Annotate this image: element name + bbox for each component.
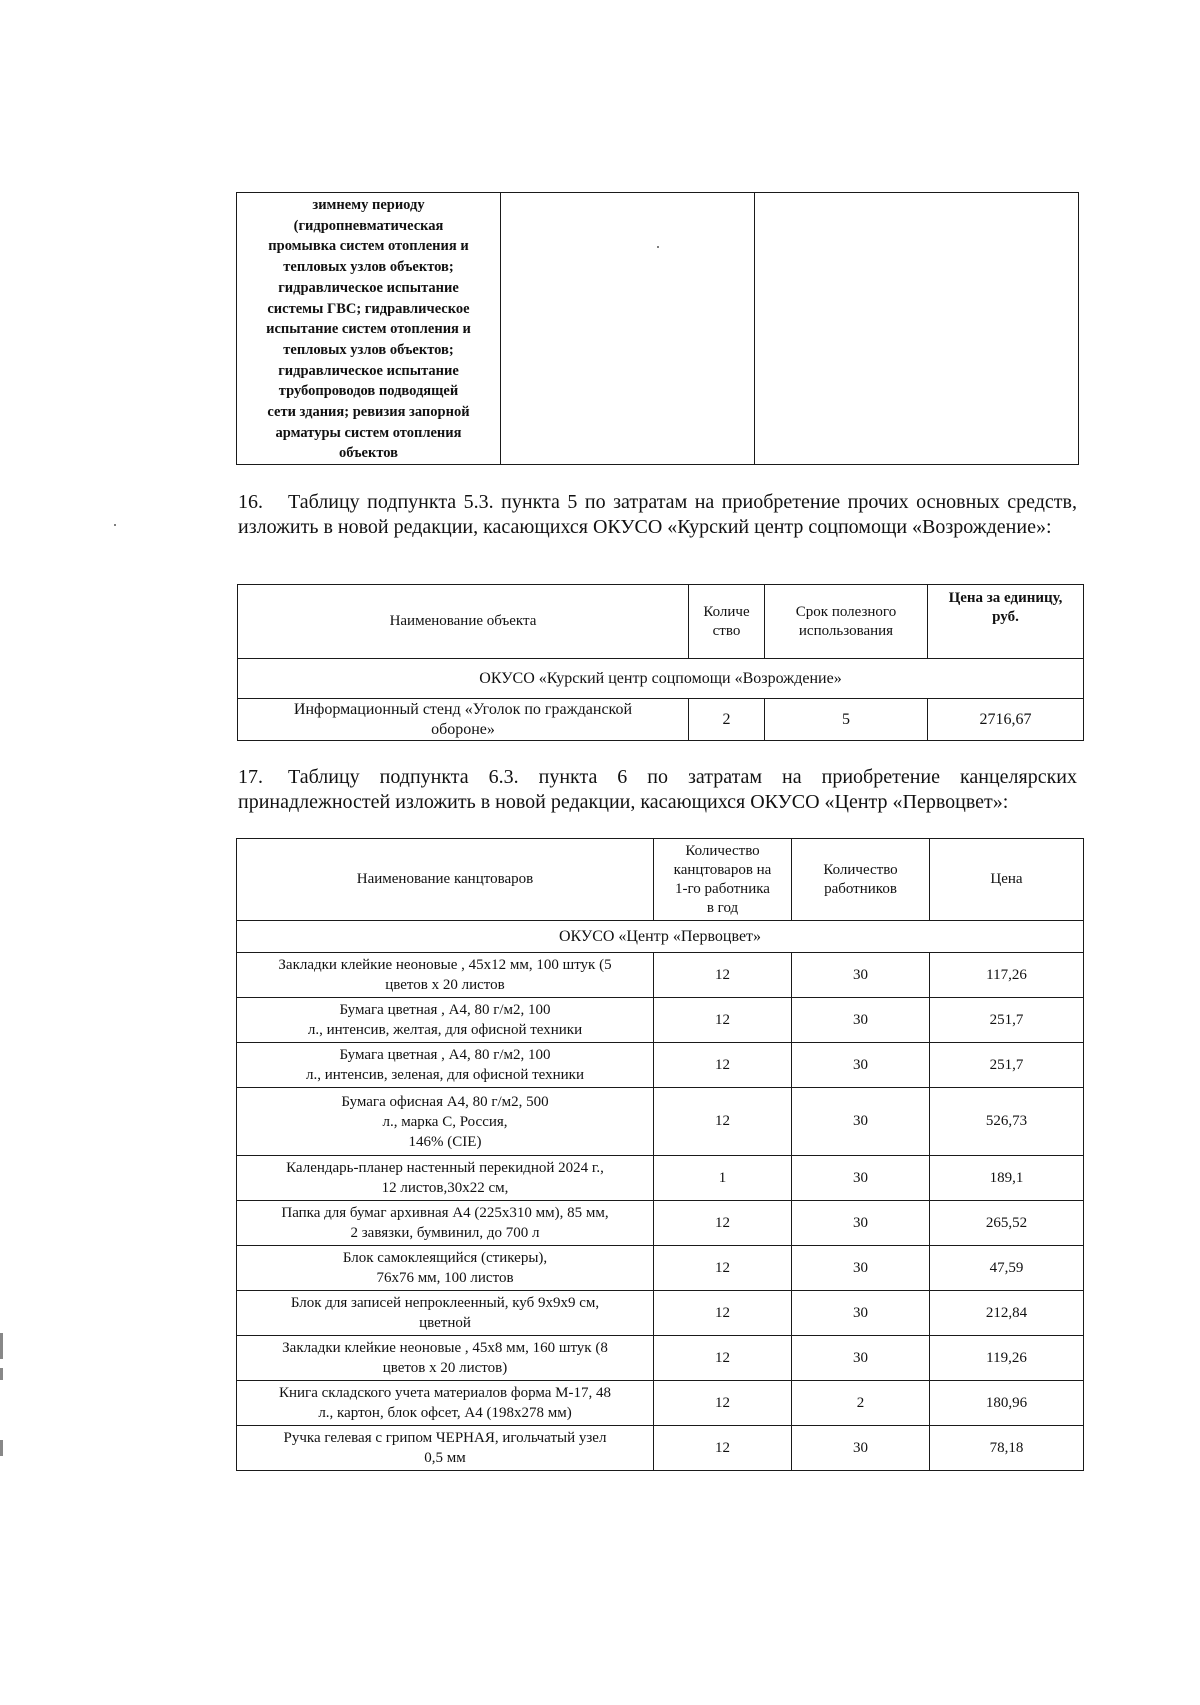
header-line: Количе [703,603,750,620]
item-quantity: 12 [654,1088,792,1156]
item-quantity: 12 [654,1201,792,1246]
item-quantity: 12 [654,1291,792,1336]
continuation-line: трубопроводов подводящей [278,383,459,400]
item-name-line: Книга складского учета материалов форма М-17, 48 [278,1385,612,1401]
continuation-empty-cell [501,193,755,465]
org-name: ОКУСО «Центр «Первоцвет» [237,921,1084,953]
item-workers: 30 [792,1426,930,1471]
item-price: 526,73 [930,1088,1084,1156]
org-name: ОКУСО «Курский центр соцпомощи «Возрождение» [238,659,1084,699]
table-16 [237,584,1084,741]
continuation-line: арматуры систем отопления [275,424,462,441]
table-org-row [238,659,1084,699]
item-price: 117,26 [930,953,1084,998]
item-name-line: Ручка гелевая с грипом ЧЕРНАЯ, игольчатый узел [283,1430,607,1446]
item-name-line: обороне» [431,720,495,738]
header-unit-price [928,585,1084,659]
item-quantity: 1 [654,1156,792,1201]
item-quantity: 12 [654,1043,792,1088]
item-price: 265,52 [930,1201,1084,1246]
item-name-line: 76х76 мм, 100 листов [376,1270,514,1286]
continuation-line: зимнему периоду [312,197,425,213]
table-org-row [237,921,1084,953]
table-row [237,1381,1084,1426]
scan-speck [657,246,659,248]
item-name-line: Бумага цветная , А4, 80 г/м2, 100 [339,1002,551,1018]
item-quantity: 12 [654,1426,792,1471]
paragraph-text: Таблицу подпункта 6.3. пункта 6 по затратам на приобретение канцелярских принадлежностей изложить в новой редакции, касающихся ОКУСО «Центр «Первоцвет»: [238,766,1077,813]
table-17 [236,838,1084,1471]
table-row [237,1156,1084,1201]
header-name: Наименование канцтоваров [237,839,654,921]
header-line: Количество [685,842,760,859]
header-line: в год [706,899,739,916]
item-name-line: Папка для бумаг архивная А4 (225х310 мм), 85 мм, [281,1205,609,1221]
header-line: Количество [823,861,898,878]
table-row [237,1201,1084,1246]
header-line: руб. [992,609,1019,625]
scan-speck [114,524,116,526]
item-name-line: Блок для записей непроклеенный, куб 9х9х9 см, [290,1295,600,1311]
paragraph-17 [238,765,1077,815]
item-price: 119,26 [930,1336,1084,1381]
item-useful-life: 5 [765,699,928,741]
item-name-line: л., картон, блок офсет, А4 (198х278 мм) [318,1405,572,1421]
item-name [237,1043,654,1088]
item-name-line: Информационный стенд «Уголок по гражданской [293,700,633,718]
paragraph-number: 17. [238,766,263,788]
item-name [237,1426,654,1471]
item-price: 251,7 [930,1043,1084,1088]
table-row [237,1291,1084,1336]
continuation-empty-cell [755,193,1079,465]
header-line: Срок полезного [795,603,897,620]
item-name-line: цветов х 20 листов) [382,1360,508,1376]
table-header-row [237,839,1084,921]
table-row [237,1043,1084,1088]
paragraph-number: 16. [238,491,263,513]
item-name-line: 146% (CIE) [408,1133,482,1150]
table-row [237,1336,1084,1381]
item-name-line: л., марка С, Россия, [382,1113,508,1130]
paragraph-text: Таблицу подпункта 5.3. пункта 5 по затратам на приобретение прочих основных средств, изложить в новой редакции, касающихся ОКУСО «Курский центр соцпомощи «Возрождение»: [238,491,1077,538]
scan-edge-mark [0,1368,3,1380]
item-name [237,1201,654,1246]
item-workers: 30 [792,1246,930,1291]
item-name-line: Календарь-планер настенный перекидной 2024 г., [286,1160,604,1176]
item-name [237,1291,654,1336]
item-name-line: цветной [419,1315,471,1331]
continuation-line: тепловых узлов объектов; [283,341,454,358]
item-workers: 30 [792,1156,930,1201]
item-quantity: 12 [654,1381,792,1426]
continuation-line: сети здания; ревизия запорной [267,404,470,421]
item-name-line: Закладки клейкие неоновые , 45х12 мм, 100 штук (5 [278,957,612,973]
item-name-line: л., интенсив, зеленая, для офисной техники [306,1067,584,1083]
header-quantity-per-worker [654,839,792,921]
item-name [237,1336,654,1381]
item-name-line: Блок самоклеящийся (стикеры), [342,1250,548,1266]
item-name-line: Закладки клейкие неоновые , 45х8 мм, 160 штук (8 [282,1340,608,1356]
item-price: 2716,67 [928,699,1084,741]
item-price: 189,1 [930,1156,1084,1201]
header-workers [792,839,930,921]
table-row [237,998,1084,1043]
header-line: 1-го работника [675,880,770,897]
table-row [238,699,1084,741]
header-price: Цена [930,839,1084,921]
item-name-line: Бумага офисная А4, 80 г/м2, 500 [341,1093,549,1110]
continuation-line: гидравлическое испытание [278,279,459,296]
continuation-line: объектов [338,445,399,462]
item-name [237,953,654,998]
header-useful-life [765,585,928,659]
continuation-line: гидравлическое испытание [278,362,459,379]
paragraph-16 [238,490,1077,540]
item-name-line: цветов х 20 листов [385,977,505,993]
item-workers: 30 [792,953,930,998]
item-workers: 30 [792,1043,930,1088]
header-line: использования [798,622,894,639]
table-header-row [238,585,1084,659]
item-price: 180,96 [930,1381,1084,1426]
item-name-line: л., интенсив, желтая, для офисной техники [307,1022,583,1038]
table-row [237,193,1079,465]
item-name-line: 0,5 мм [424,1450,466,1466]
table-row [237,1426,1084,1471]
continuation-line: (гидропневматическая [293,217,444,234]
header-line: Цена за единицу, [948,590,1063,606]
header-quantity [689,585,765,659]
item-name [237,1381,654,1426]
item-workers: 30 [792,1088,930,1156]
item-name [237,1088,654,1156]
continuation-line: тепловых узлов объектов; [283,259,454,276]
item-price: 251,7 [930,998,1084,1043]
item-workers: 30 [792,1336,930,1381]
item-name [237,1246,654,1291]
header-line: канцтоваров на [673,861,772,878]
item-name-line: 2 завязки, бумвинил, до 700 л [350,1225,540,1241]
continuation-work-description [237,193,501,465]
item-quantity: 12 [654,998,792,1043]
item-workers: 30 [792,1201,930,1246]
item-quantity: 2 [689,699,765,741]
item-workers: 30 [792,998,930,1043]
continuation-table [236,192,1079,465]
item-quantity: 12 [654,953,792,998]
scan-edge-mark [0,1440,3,1456]
item-quantity: 12 [654,1336,792,1381]
header-line: ство [712,622,741,639]
continuation-line: испытание систем отопления и [266,321,471,338]
continuation-line: промывка систем отопления и [268,238,469,255]
header-line: работников [824,880,897,897]
header-name: Наименование объекта [238,585,689,659]
item-price: 212,84 [930,1291,1084,1336]
item-workers: 2 [792,1381,930,1426]
item-workers: 30 [792,1291,930,1336]
table-row [237,1088,1084,1156]
table-row [237,1246,1084,1291]
table-row [237,953,1084,998]
scan-edge-mark [0,1333,3,1359]
item-name [237,1156,654,1201]
continuation-line: системы ГВС; гидравлическое [267,300,470,317]
item-name-line: 12 листов,30х22 см, [381,1180,509,1196]
item-quantity: 12 [654,1246,792,1291]
item-name [237,998,654,1043]
item-price: 47,59 [930,1246,1084,1291]
item-price: 78,18 [930,1426,1084,1471]
item-name [238,699,689,741]
item-name-line: Бумага цветная , А4, 80 г/м2, 100 [339,1047,551,1063]
